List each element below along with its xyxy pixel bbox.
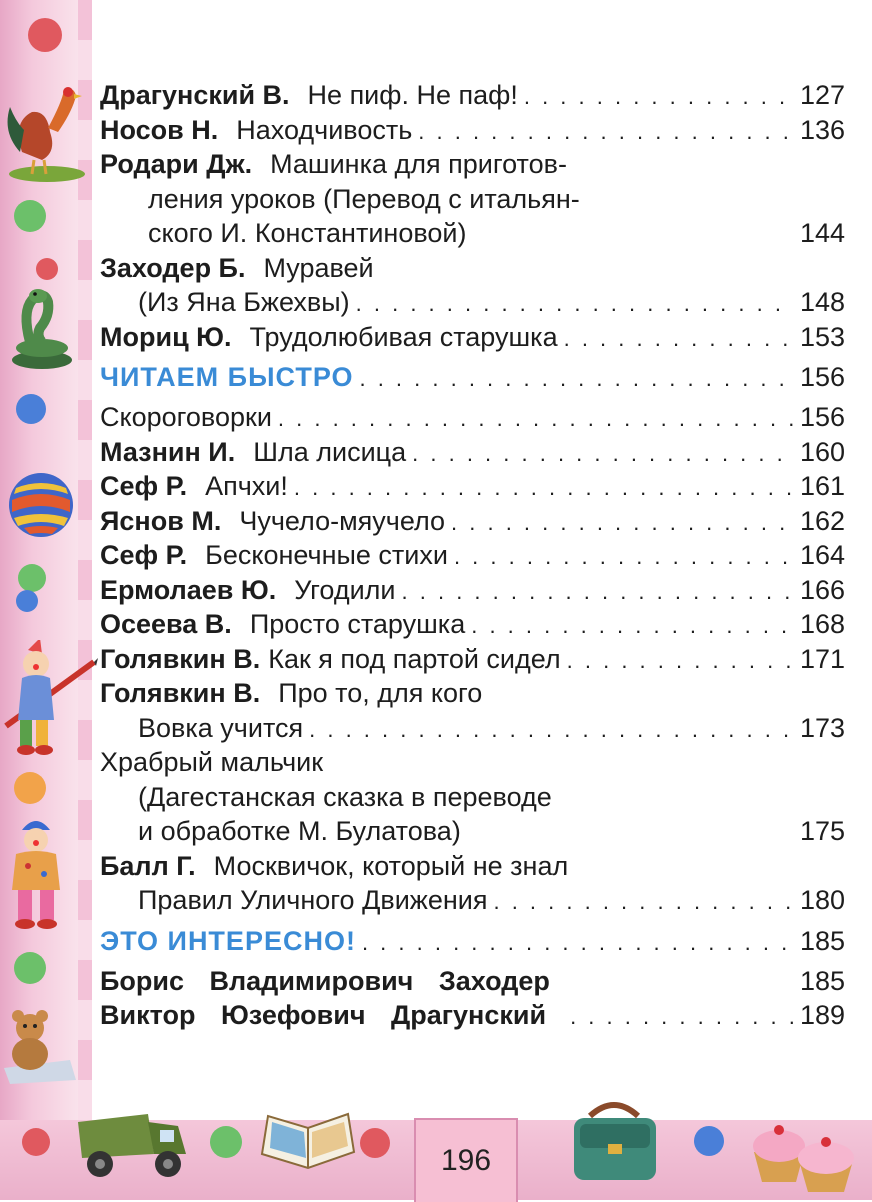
- toc-author: Балл Г.: [100, 850, 196, 881]
- toc-page: 153: [799, 321, 845, 352]
- toc-entry[interactable]: [100, 402, 845, 437]
- toc-title: Угодили: [294, 574, 396, 605]
- toc-title: Вовка учится: [138, 712, 304, 743]
- toc-title: Чучело-мяучело: [239, 505, 446, 536]
- green-dot: [18, 564, 46, 592]
- toc-entry[interactable]: [100, 851, 845, 886]
- dot-leader: [359, 366, 793, 392]
- toc-title: ления уроков (Перевод с итальян-: [148, 183, 580, 214]
- toc-author: Яснов М.: [100, 505, 222, 536]
- dot-leader: [567, 648, 794, 674]
- dot-leader: [471, 613, 794, 639]
- toc-page: 156: [799, 402, 845, 432]
- toc-page: 166: [799, 574, 845, 605]
- rooster-icon: [2, 82, 92, 182]
- red-dot: [28, 18, 62, 52]
- toc-title: Шла лисица: [253, 436, 407, 467]
- toc-author: Мазнин И.: [100, 436, 236, 467]
- toc-page: 160: [799, 436, 845, 467]
- toc-title: и обработке М. Булатова): [138, 816, 461, 846]
- cupcakes-icon: [748, 1112, 868, 1194]
- toc-title: Бесконечные стихи: [205, 540, 448, 570]
- toc-author: Драгунский В.: [100, 80, 290, 110]
- red-dot: [360, 1128, 390, 1158]
- clown-doll-icon: [4, 818, 68, 930]
- green-dot: [210, 1126, 242, 1158]
- green-dot: [14, 952, 46, 984]
- toc-page: 175: [799, 816, 845, 846]
- toc-author: Сеф Р.: [100, 540, 188, 570]
- toc-title: Храбрый мальчик: [100, 747, 324, 777]
- toc-page: 185: [799, 925, 845, 956]
- toc-author: Родари Дж.: [100, 149, 253, 179]
- toc-entry[interactable]: [100, 437, 845, 472]
- page-number: 196: [440, 1144, 492, 1177]
- page-number-box: [414, 1118, 518, 1202]
- toc-page: 189: [799, 1000, 845, 1030]
- ball-icon: [6, 470, 76, 540]
- toy-truck-icon: [74, 1092, 196, 1184]
- toc-section[interactable]: [100, 926, 845, 966]
- toc-entry-continuation: [100, 713, 845, 748]
- toc-page: 127: [799, 80, 845, 110]
- dot-leader: [362, 930, 794, 956]
- toc-title: Апчхи!: [205, 471, 288, 501]
- blue-dot: [16, 394, 46, 424]
- toc-title: Муравей: [263, 252, 374, 283]
- toc-page: 185: [799, 965, 845, 996]
- toc-page: 164: [799, 540, 845, 570]
- toc-page: 136: [799, 114, 845, 145]
- section-title: ЧИТАЕМ БЫСТРО: [100, 362, 354, 392]
- toc-author: Осеева В.: [100, 609, 232, 639]
- toc-title: Трудолюбивая старушка: [249, 321, 558, 352]
- toc-title: Москвичок, который не знал: [213, 850, 569, 881]
- dot-leader: [356, 291, 794, 317]
- red-dot: [22, 1128, 50, 1156]
- toc-entry[interactable]: [100, 506, 845, 541]
- toc-author: Носов Н.: [100, 114, 219, 145]
- toc-entry-continuation: [100, 885, 845, 920]
- toc-entry[interactable]: [100, 1000, 845, 1035]
- toc-title: Как я под партой сидел: [268, 643, 561, 674]
- toc-entry[interactable]: [100, 747, 845, 782]
- toc-entry[interactable]: [100, 644, 845, 679]
- toc-entry[interactable]: [100, 149, 845, 184]
- toc-section[interactable]: [100, 362, 845, 402]
- dot-leader: [454, 544, 794, 570]
- toc-entry[interactable]: [100, 966, 845, 1001]
- toc-entry-continuation: [100, 218, 845, 253]
- toc-author: Голявкин В.: [100, 678, 261, 708]
- toc-entry-continuation: [100, 782, 845, 817]
- toc-title: Не пиф. Не паф!: [307, 80, 518, 110]
- dot-leader: [418, 119, 794, 145]
- toc-page: 161: [799, 471, 845, 501]
- teddy-bear-icon: [0, 1008, 80, 1084]
- clown-icon: [2, 640, 98, 760]
- green-dot: [14, 200, 46, 232]
- toc-entry[interactable]: [100, 80, 845, 115]
- dot-leader: [524, 84, 794, 110]
- toc-title: (Дагестанская сказка в переводе: [138, 781, 552, 812]
- toc-title: Правил Уличного Движения: [138, 885, 488, 915]
- dot-leader: [278, 406, 794, 432]
- toc-page: 148: [799, 287, 845, 317]
- toc-entry-continuation: [100, 184, 845, 219]
- toc-author: Сеф Р.: [100, 471, 188, 501]
- toc-entry[interactable]: [100, 575, 845, 610]
- toc-title: Находчивость: [236, 114, 413, 145]
- toc-title: Просто старушка: [249, 609, 466, 639]
- toc-page: 168: [799, 609, 845, 639]
- toc-author: Ермолаев Ю.: [100, 574, 277, 605]
- open-book-icon: [258, 1094, 358, 1180]
- toc-entry[interactable]: [100, 253, 845, 288]
- toc-entry-continuation: [100, 287, 845, 322]
- schoolbag-icon: [560, 1094, 668, 1190]
- dot-leader: [402, 579, 794, 605]
- toc-entry[interactable]: [100, 471, 845, 506]
- toc-page: 173: [799, 712, 845, 743]
- dot-leader: [564, 326, 794, 352]
- dot-leader: [309, 717, 794, 743]
- toc-author: Мориц Ю.: [100, 321, 232, 352]
- dot-leader: [570, 1004, 794, 1030]
- orange-dot: [14, 772, 46, 804]
- toc-entry[interactable]: [100, 322, 845, 357]
- toc-page: 162: [799, 505, 845, 536]
- toc-entry[interactable]: [100, 115, 845, 150]
- toc-author: Заходер Б.: [100, 252, 246, 283]
- toc-entry[interactable]: [100, 540, 845, 575]
- dot-leader: [294, 475, 794, 501]
- toc-author: Голявкин В.: [100, 643, 261, 674]
- toc-page: 171: [799, 643, 845, 674]
- snake-icon: [2, 282, 82, 372]
- toc-author: Борис Владимирович Заходер: [100, 965, 550, 996]
- toc-entry[interactable]: [100, 609, 845, 644]
- toc-title: Машинка для приготов-: [270, 149, 567, 179]
- table-of-contents: [100, 80, 845, 1035]
- toc-title: (Из Яна Бжехвы): [138, 287, 350, 317]
- toc-title: ского И. Константиновой): [148, 218, 467, 248]
- blue-dot: [694, 1126, 724, 1156]
- toc-title: Про то, для кого: [278, 678, 483, 708]
- dot-leader: [493, 889, 793, 915]
- toc-title: Скороговорки: [100, 402, 272, 432]
- toc-entry-continuation: [100, 816, 845, 851]
- toc-entry[interactable]: [100, 678, 845, 713]
- toc-page: 180: [799, 885, 845, 915]
- toc-page: 144: [799, 218, 845, 248]
- section-title: ЭТО ИНТЕРЕСНО!: [100, 925, 356, 956]
- toc-page: 156: [799, 362, 845, 392]
- red-dot: [36, 258, 58, 280]
- toc-author: Виктор Юзефович Драгунский: [100, 1000, 547, 1030]
- dot-leader: [451, 510, 794, 536]
- blue-dot: [16, 590, 38, 612]
- dot-leader: [412, 441, 794, 467]
